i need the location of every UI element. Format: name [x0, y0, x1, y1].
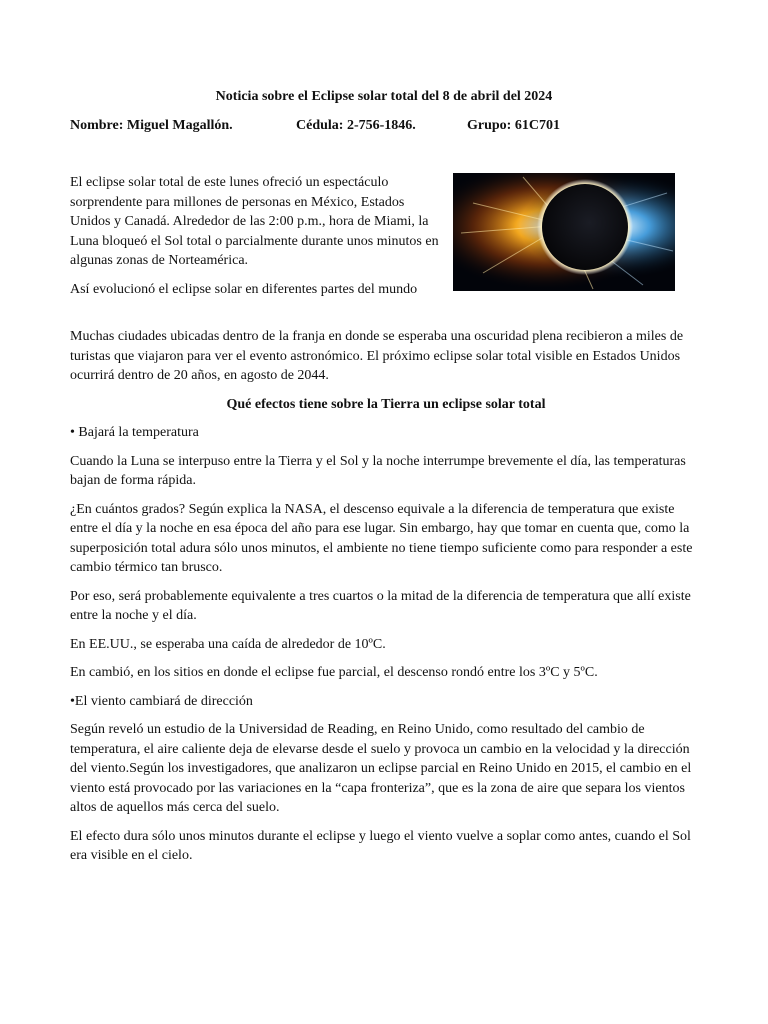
body-paragraph: El efecto dura sólo unos minutos durante el eclipse y luego el viento vuelve a soplar como antes, cuando el Sol era visible en el cielo. [70, 828, 691, 863]
author-id: Cédula: 2-756-1846. [296, 118, 416, 133]
bullet-item: • Bajará la temperatura [70, 425, 199, 440]
body-paragraph: ¿En cuántos grados? Según explica la NASA, el descenso equivale a la diferencia de temperatura que existe entre el día y la noche en esa época del año para ese lugar. Sin embargo, hay que tomar en cuenta que, como la superposición total adura sólo unos minutos, el ambiente no tiene tiempo suficiente como para responder a este cambio térmico tan brusco. [70, 501, 693, 575]
eclipse-image [453, 173, 675, 291]
intro-column [70, 173, 442, 308]
author-name: Nombre: Miguel Magallón. [70, 118, 233, 133]
solar-eclipse-icon [453, 173, 675, 291]
body-paragraph: Cuando la Luna se interpuso entre la Tierra y el Sol y la noche interrumpe brevemente el día, las temperaturas bajan de forma rápida. [70, 453, 686, 488]
body-paragraph: Por eso, será probablemente equivalente a tres cuartos o la mitad de la diferencia de temperatura que allí existe entre la noche y el día. [70, 588, 691, 623]
document-title: Noticia sobre el Eclipse solar total del 8 de abril del 2024 [215, 89, 553, 104]
body-paragraph: Muchas ciudades ubicadas dentro de la franja en donde se esperaba una oscuridad plena recibieron a miles de turistas que viajaron para ver el evento astronómico. El próximo eclipse solar total visible en Estados Unidos ocurrirá dentro de 20 años, en agosto de 2044. [70, 329, 684, 383]
body-paragraph: En cambió, en los sitios en donde el eclipse fue parcial, el descenso rondó entre los 3ºC y 5ºC. [70, 665, 598, 680]
intro-paragraph: El eclipse solar total de este lunes ofreció un espectáculo sorprendente para millones de personas en México, Estados Unidos y Canadá. Alrededor de las 2:00 p.m., hora de Miami, la Luna bloqueó el Sol total o parcialmente durante unos minutos en algunas zonas de Norteamérica. [70, 175, 439, 268]
author-group: Grupo: 61C701 [467, 118, 560, 133]
intro-paragraph: Así evolucionó el eclipse solar en diferentes partes del mundo [70, 281, 418, 297]
section-heading: Qué efectos tiene sobre la Tierra un eclipse solar total [226, 396, 546, 412]
article-body [70, 327, 702, 875]
bullet-item: •El viento cambiará de dirección [70, 693, 253, 709]
body-paragraph: Según reveló un estudio de la Universidad de Reading, en Reino Unido, como resultado del cambio de temperatura, el aire caliente deja de elevarse desde el suelo y provoca un cambio en la velocidad y la dirección del viento.Según los investigadores, que analizaron un eclipse parcial en Reino Unido en 2015, el cambio en el viento está provocado por las variaciones en la “capa fronteriza”, que es la zona de aire que separa los vientos altos de aquellos más cerca del suelo. [70, 722, 692, 815]
body-paragraph: En EE.UU., se esperaba una caída de alrededor de 10ºC. [70, 636, 386, 652]
